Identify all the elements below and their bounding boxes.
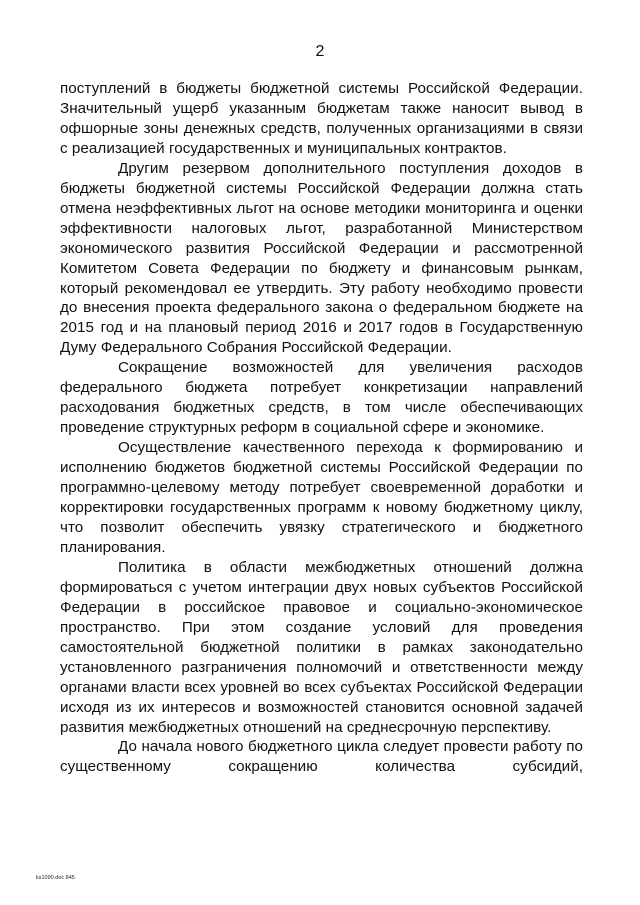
paragraph-tax-benefits: Другим резервом дополнительного поступления доходов в бюджеты бюджетной системы Российской Федерации должна стать отмена неэффективных льгот на основе методики мониторинга и оценки эффективности налоговых льгот, разработанной Министерством экономического развития Российской Федерации и рассмотренной Комитетом Совета Федерации по бюджету и финансовым рынкам, который рекомендовал ее утвердить. Эту работу необходимо провести до внесения проекта федерального закона о федеральном бюджете на 2015 год и на плановый период 2016 и 2017 годов в Государственную Думу Федерального Собрания Российской Федерации.: [60, 159, 583, 357]
paragraph-expenditure-cuts: Сокращение возможностей для увеличения расходов федерального бюджета потребует конкретизации направлений расходования бюджетных средств, в том числе обеспечивающих проведение структурных реформ в социальной сфере и экономике.: [60, 359, 583, 437]
paragraph-interbudget-policy: Политика в области межбюджетных отношений должна формироваться с учетом интеграции двух новых субъектов Российской Федерации в российское правовое и социально-экономическое пространство. При этом создание условий для проведения самостоятельной бюджетной политики в рамках законодательно установленного разграничения полномочий и ответственности между органами власти всех уровней во всех субъектах Российской Федерации исходя из их интересов и возможностей становится основной задачей развития межбюджетных отношений на среднесрочную перспективу.: [60, 558, 583, 736]
paragraph-revenue-losses: поступлений в бюджеты бюджетной системы Российской Федерации. Значительный ущерб указанным бюджетам также наносит вывод в офшорные зоны денежных средств, полученных организациями в связи с реализацией государственных и муниципальных контрактов.: [60, 80, 583, 157]
page-number: 2: [315, 43, 325, 60]
document-body: [60, 79, 583, 777]
file-footer: ks1090.doc 845: [36, 875, 75, 881]
paragraph-subsidies: До начала нового бюджетного цикла следует провести работу по существенному сокращению количества субсидий,: [60, 738, 583, 776]
paragraph-program-budgeting: Осуществление качественного перехода к формированию и исполнению бюджетов бюджетной системы Российской Федерации по программно-целевому методу потребует своевременной доработки и корректировки государственных программ к новому бюджетному циклу, что позволит обеспечить увязку стратегического и бюджетного планирования.: [60, 439, 583, 556]
